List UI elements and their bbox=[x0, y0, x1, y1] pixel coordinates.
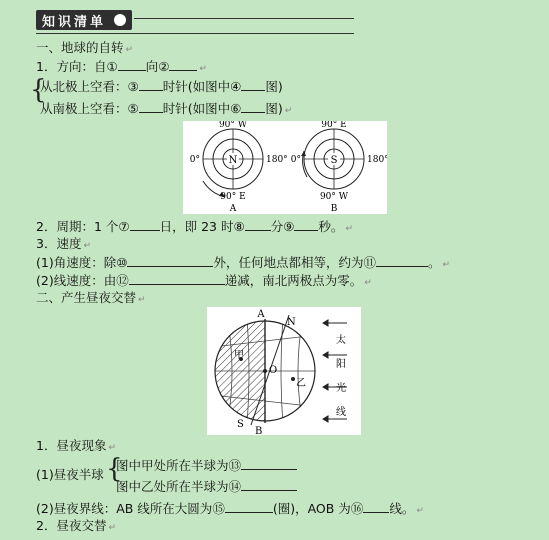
fig-a-bottom: 90° E bbox=[220, 192, 246, 202]
north-pole-line: 从北极上空看：③ 时针(如图中④ 图) bbox=[40, 79, 283, 94]
paragraph-mark-icon: ↵ bbox=[284, 106, 293, 116]
fig-b-top: 90° E bbox=[321, 121, 347, 130]
header-rule bbox=[134, 18, 354, 19]
answer-blank[interactable] bbox=[139, 78, 163, 91]
fig-b-bottom: 90° W bbox=[319, 192, 349, 202]
answer-blank[interactable] bbox=[139, 100, 163, 113]
answer-blank[interactable] bbox=[241, 78, 265, 91]
day-night-diagram bbox=[207, 307, 361, 435]
answer-blank[interactable] bbox=[241, 457, 297, 470]
answer-blank[interactable] bbox=[127, 254, 213, 267]
answer-blank[interactable] bbox=[294, 218, 318, 231]
label-jia: 甲 bbox=[234, 350, 244, 361]
rotation-diagram bbox=[183, 121, 387, 214]
linear-speed-line: (2)线速度：由⑫ 递减，南北两极点为零。 ↵ bbox=[36, 273, 372, 288]
answer-blank[interactable] bbox=[169, 58, 197, 71]
section1-title: 一、地球的自转 ↵ bbox=[36, 40, 134, 55]
paragraph-mark-icon: ↵ bbox=[83, 241, 91, 251]
hemisphere-b-line: 图中乙处所在半球为⑭ bbox=[116, 478, 297, 495]
fig-a-right: 180° bbox=[266, 155, 288, 165]
day-night-figure bbox=[207, 307, 361, 435]
label-B: B bbox=[255, 426, 263, 435]
paragraph-mark-icon: ↵ bbox=[442, 260, 451, 270]
diagram-a bbox=[190, 121, 288, 214]
answer-blank[interactable] bbox=[225, 500, 273, 513]
answer-blank[interactable] bbox=[245, 218, 271, 231]
answer-blank[interactable] bbox=[376, 254, 428, 267]
fig-b-caption: B bbox=[330, 204, 338, 214]
fig-b-left: 0° bbox=[290, 155, 301, 165]
sunlight-char: 太 bbox=[336, 335, 346, 346]
diagram-b bbox=[291, 121, 387, 214]
boundary-line: (2)昼夜界线：AB 线所在大圆为⑮ (圈)，AOB 为⑯ 线。 ↵ bbox=[36, 501, 424, 516]
sunlight-char: 线 bbox=[336, 407, 346, 418]
brace-icon: { bbox=[106, 454, 123, 484]
header-dot-icon bbox=[114, 14, 126, 26]
fig-a-center: N bbox=[228, 155, 238, 166]
paragraph-mark-icon: ↵ bbox=[108, 443, 116, 453]
fig-a-left: 0° bbox=[189, 155, 200, 165]
answer-blank[interactable] bbox=[241, 100, 265, 113]
fig-b-center: S bbox=[330, 155, 338, 166]
header-rule bbox=[36, 33, 354, 34]
hemisphere-label: (1)昼夜半球 bbox=[36, 467, 104, 482]
direction-line: 1．方向：自① 向② ↵ bbox=[36, 59, 207, 74]
rotation-figure bbox=[183, 121, 387, 214]
answer-blank[interactable] bbox=[241, 478, 297, 491]
fig-a-top: 90° W bbox=[218, 121, 248, 130]
label-N: N bbox=[287, 317, 296, 328]
paragraph-mark-icon: ↵ bbox=[108, 523, 116, 533]
sunlight-char: 光 bbox=[336, 383, 346, 394]
header-title: 知识清单 bbox=[42, 14, 107, 30]
paragraph-mark-icon: ↵ bbox=[364, 278, 372, 288]
hemisphere-a-line: 图中甲处所在半球为⑬ bbox=[116, 457, 297, 474]
period-line: 2．周期：1 个⑦ 日，即 23 时⑧ 分⑨ 秒。 ↵ bbox=[36, 219, 353, 234]
paragraph-mark-icon: ↵ bbox=[416, 506, 424, 516]
section2-title: 二、产生昼夜交替 ↵ bbox=[36, 290, 146, 305]
paragraph-mark-icon: ↵ bbox=[138, 295, 146, 305]
south-pole-line: 从南极上空看：⑤ 时针(如图中⑥ 图) ↵ bbox=[40, 101, 293, 116]
label-yi: 乙 bbox=[296, 378, 306, 389]
paragraph-mark-icon: ↵ bbox=[125, 45, 134, 55]
label-A: A bbox=[257, 309, 265, 320]
phenomenon-title: 1．昼夜现象 ↵ bbox=[36, 438, 116, 453]
alternation-title: 2．昼夜交替 ↵ bbox=[36, 518, 116, 533]
label-O: O bbox=[269, 365, 278, 376]
speed-title: 3．速度 ↵ bbox=[36, 236, 91, 251]
answer-blank[interactable] bbox=[363, 500, 389, 513]
fig-b-right: 180° bbox=[367, 155, 387, 165]
angular-speed-line: (1)角速度：除⑩ 外，任何地点都相等，约为⑪ 。 ↵ bbox=[36, 255, 451, 270]
paragraph-mark-icon: ↵ bbox=[345, 224, 353, 234]
brace-icon: { bbox=[30, 75, 47, 105]
sunlight-char: 阳 bbox=[336, 359, 346, 370]
section-header bbox=[36, 10, 132, 30]
answer-blank[interactable] bbox=[118, 58, 146, 71]
answer-blank[interactable] bbox=[130, 218, 160, 231]
paragraph-mark-icon: ↵ bbox=[199, 64, 207, 74]
answer-blank[interactable] bbox=[129, 272, 225, 285]
fig-a-caption: A bbox=[229, 204, 237, 214]
label-S: S bbox=[237, 419, 244, 430]
